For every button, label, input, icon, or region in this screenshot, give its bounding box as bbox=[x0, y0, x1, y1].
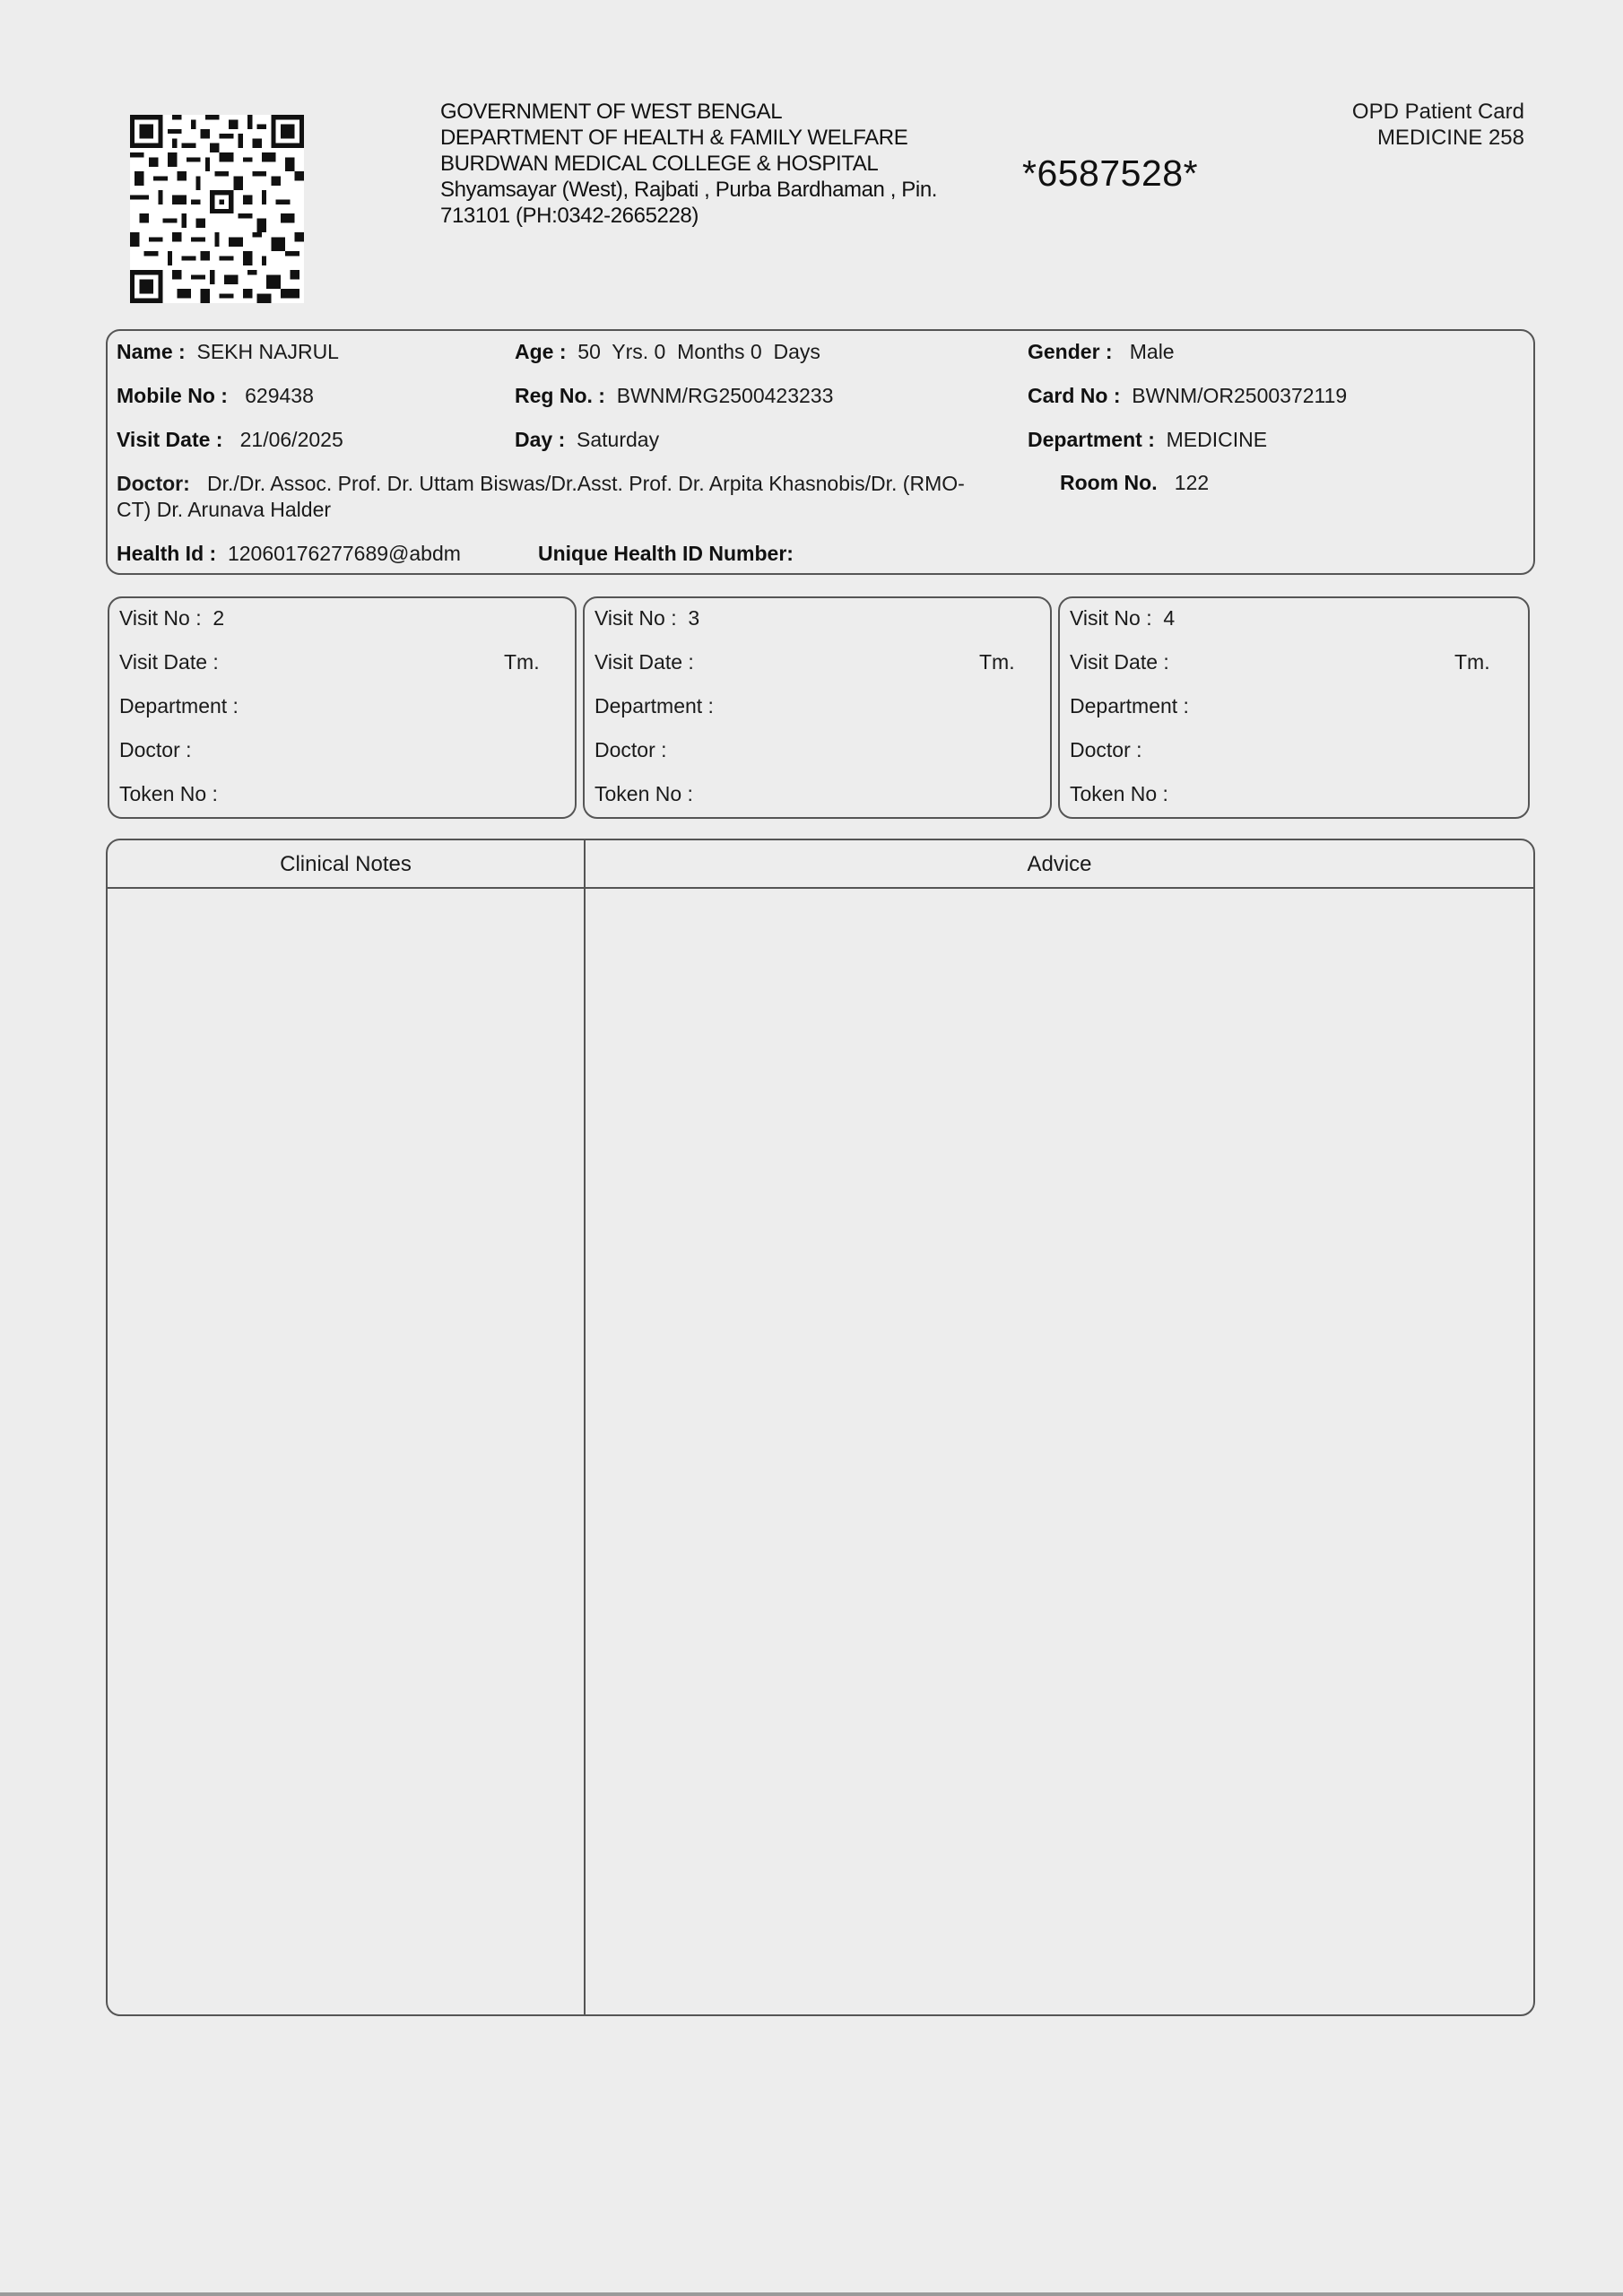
visit-date-label: Visit Date : bbox=[595, 650, 694, 674]
department-line: DEPARTMENT OF HEALTH & FAMILY WELFARE bbox=[440, 126, 908, 150]
address-line: Shyamsayar (West), Rajbati , Purba Bardhaman , Pin. bbox=[440, 178, 938, 202]
doctor-value-line1: Dr./Dr. Assoc. Prof. Dr. Uttam Biswas/Dr.Asst. Prof. Dr. Arpita Khasnobis/Dr. (RMO- bbox=[206, 472, 965, 495]
visit-no-row bbox=[119, 606, 224, 631]
qr-code-icon bbox=[130, 114, 304, 304]
room-no-value: 122 bbox=[1174, 471, 1210, 494]
visit-no-label: Visit No : bbox=[1070, 606, 1152, 630]
gender-field bbox=[1028, 340, 1175, 364]
visit-date-field bbox=[117, 428, 343, 452]
token-no-label: Token No : bbox=[119, 782, 218, 805]
doctor-label: Doctor : bbox=[595, 738, 667, 761]
patient-name-field bbox=[117, 340, 339, 364]
department-label: Department : bbox=[1028, 428, 1155, 451]
department-field bbox=[1028, 428, 1267, 452]
age-value: 50 Yrs. 0 Months 0 Days bbox=[577, 340, 820, 363]
visit-date-label: Visit Date : bbox=[1070, 650, 1169, 674]
day-label: Day : bbox=[515, 428, 566, 451]
doctor-label: Doctor : bbox=[119, 738, 192, 761]
age-label: Age : bbox=[515, 340, 567, 363]
visit-no-label: Visit No : bbox=[595, 606, 677, 630]
notes-table bbox=[106, 839, 1535, 2016]
government-line: GOVERNMENT OF WEST BENGAL bbox=[440, 100, 783, 124]
visit-date-label: Visit Date : bbox=[117, 428, 223, 451]
card-no-value: BWNM/OR2500372119 bbox=[1132, 384, 1348, 407]
hospital-name: BURDWAN MEDICAL COLLEGE & HOSPITAL bbox=[440, 152, 879, 176]
visit-no-label: Visit No : bbox=[119, 606, 202, 630]
department-value: MEDICINE bbox=[1166, 428, 1268, 451]
card-type-subtitle: MEDICINE 258 bbox=[1376, 126, 1524, 150]
visit-box-3 bbox=[583, 596, 1052, 819]
visit-no-value: 4 bbox=[1163, 606, 1176, 630]
token-no-label: Token No : bbox=[595, 782, 693, 805]
doctor-label: Doctor: bbox=[117, 472, 190, 495]
reg-no-value: BWNM/RG2500423233 bbox=[616, 384, 834, 407]
time-label: Tm. bbox=[504, 650, 540, 674]
barcode-number: *6587528* bbox=[1022, 152, 1199, 194]
unique-health-id-label: Unique Health ID Number: bbox=[538, 542, 794, 565]
mobile-label: Mobile No : bbox=[117, 384, 228, 407]
advice-area[interactable] bbox=[586, 889, 1533, 2014]
visit-no-value: 2 bbox=[213, 606, 225, 630]
mobile-field bbox=[117, 384, 314, 408]
health-id-label: Health Id : bbox=[117, 542, 217, 565]
advice-title: Advice bbox=[1027, 852, 1092, 876]
unique-health-id-field bbox=[538, 542, 794, 566]
card-no-field bbox=[1028, 384, 1347, 408]
visit-no-value: 3 bbox=[688, 606, 700, 630]
visit-no-row bbox=[1070, 606, 1175, 631]
name-value: SEKH NAJRUL bbox=[196, 340, 339, 363]
health-id-value: 12060176277689@abdm bbox=[227, 542, 461, 565]
room-no-field bbox=[1060, 471, 1209, 495]
day-field bbox=[515, 428, 659, 452]
room-no-label: Room No. bbox=[1060, 471, 1158, 494]
age-field bbox=[515, 340, 820, 364]
patient-info-box bbox=[106, 329, 1535, 575]
pin-phone-line: 713101 (PH:0342-2665228) bbox=[440, 204, 699, 228]
clinical-notes-title: Clinical Notes bbox=[280, 852, 412, 876]
doctor-field bbox=[117, 471, 1022, 523]
department-label: Department : bbox=[1070, 694, 1189, 718]
token-no-label: Token No : bbox=[1070, 782, 1168, 805]
reg-no-label: Reg No. : bbox=[515, 384, 605, 407]
visit-no-row bbox=[595, 606, 699, 631]
visit-box-4 bbox=[1058, 596, 1530, 819]
gender-label: Gender : bbox=[1028, 340, 1113, 363]
time-label: Tm. bbox=[979, 650, 1015, 674]
doctor-value-line2: CT) Dr. Arunava Halder bbox=[117, 498, 332, 521]
card-type-title: OPD Patient Card bbox=[1351, 100, 1524, 124]
clinical-notes-area[interactable] bbox=[108, 889, 584, 2014]
health-id-field bbox=[117, 542, 461, 566]
time-label: Tm. bbox=[1454, 650, 1490, 674]
department-label: Department : bbox=[119, 694, 239, 718]
mobile-value: 629438 bbox=[245, 384, 314, 407]
reg-no-field bbox=[515, 384, 833, 408]
day-value: Saturday bbox=[577, 428, 660, 451]
doctor-label: Doctor : bbox=[1070, 738, 1142, 761]
hospital-header bbox=[440, 99, 937, 229]
visit-date-value: 21/06/2025 bbox=[239, 428, 343, 451]
gender-value: Male bbox=[1129, 340, 1175, 363]
visit-date-label: Visit Date : bbox=[119, 650, 219, 674]
page-bottom-edge bbox=[0, 2292, 1623, 2296]
card-type bbox=[1352, 99, 1524, 151]
card-no-label: Card No : bbox=[1028, 384, 1121, 407]
name-label: Name : bbox=[117, 340, 186, 363]
visit-box-2 bbox=[108, 596, 577, 819]
department-label: Department : bbox=[595, 694, 714, 718]
